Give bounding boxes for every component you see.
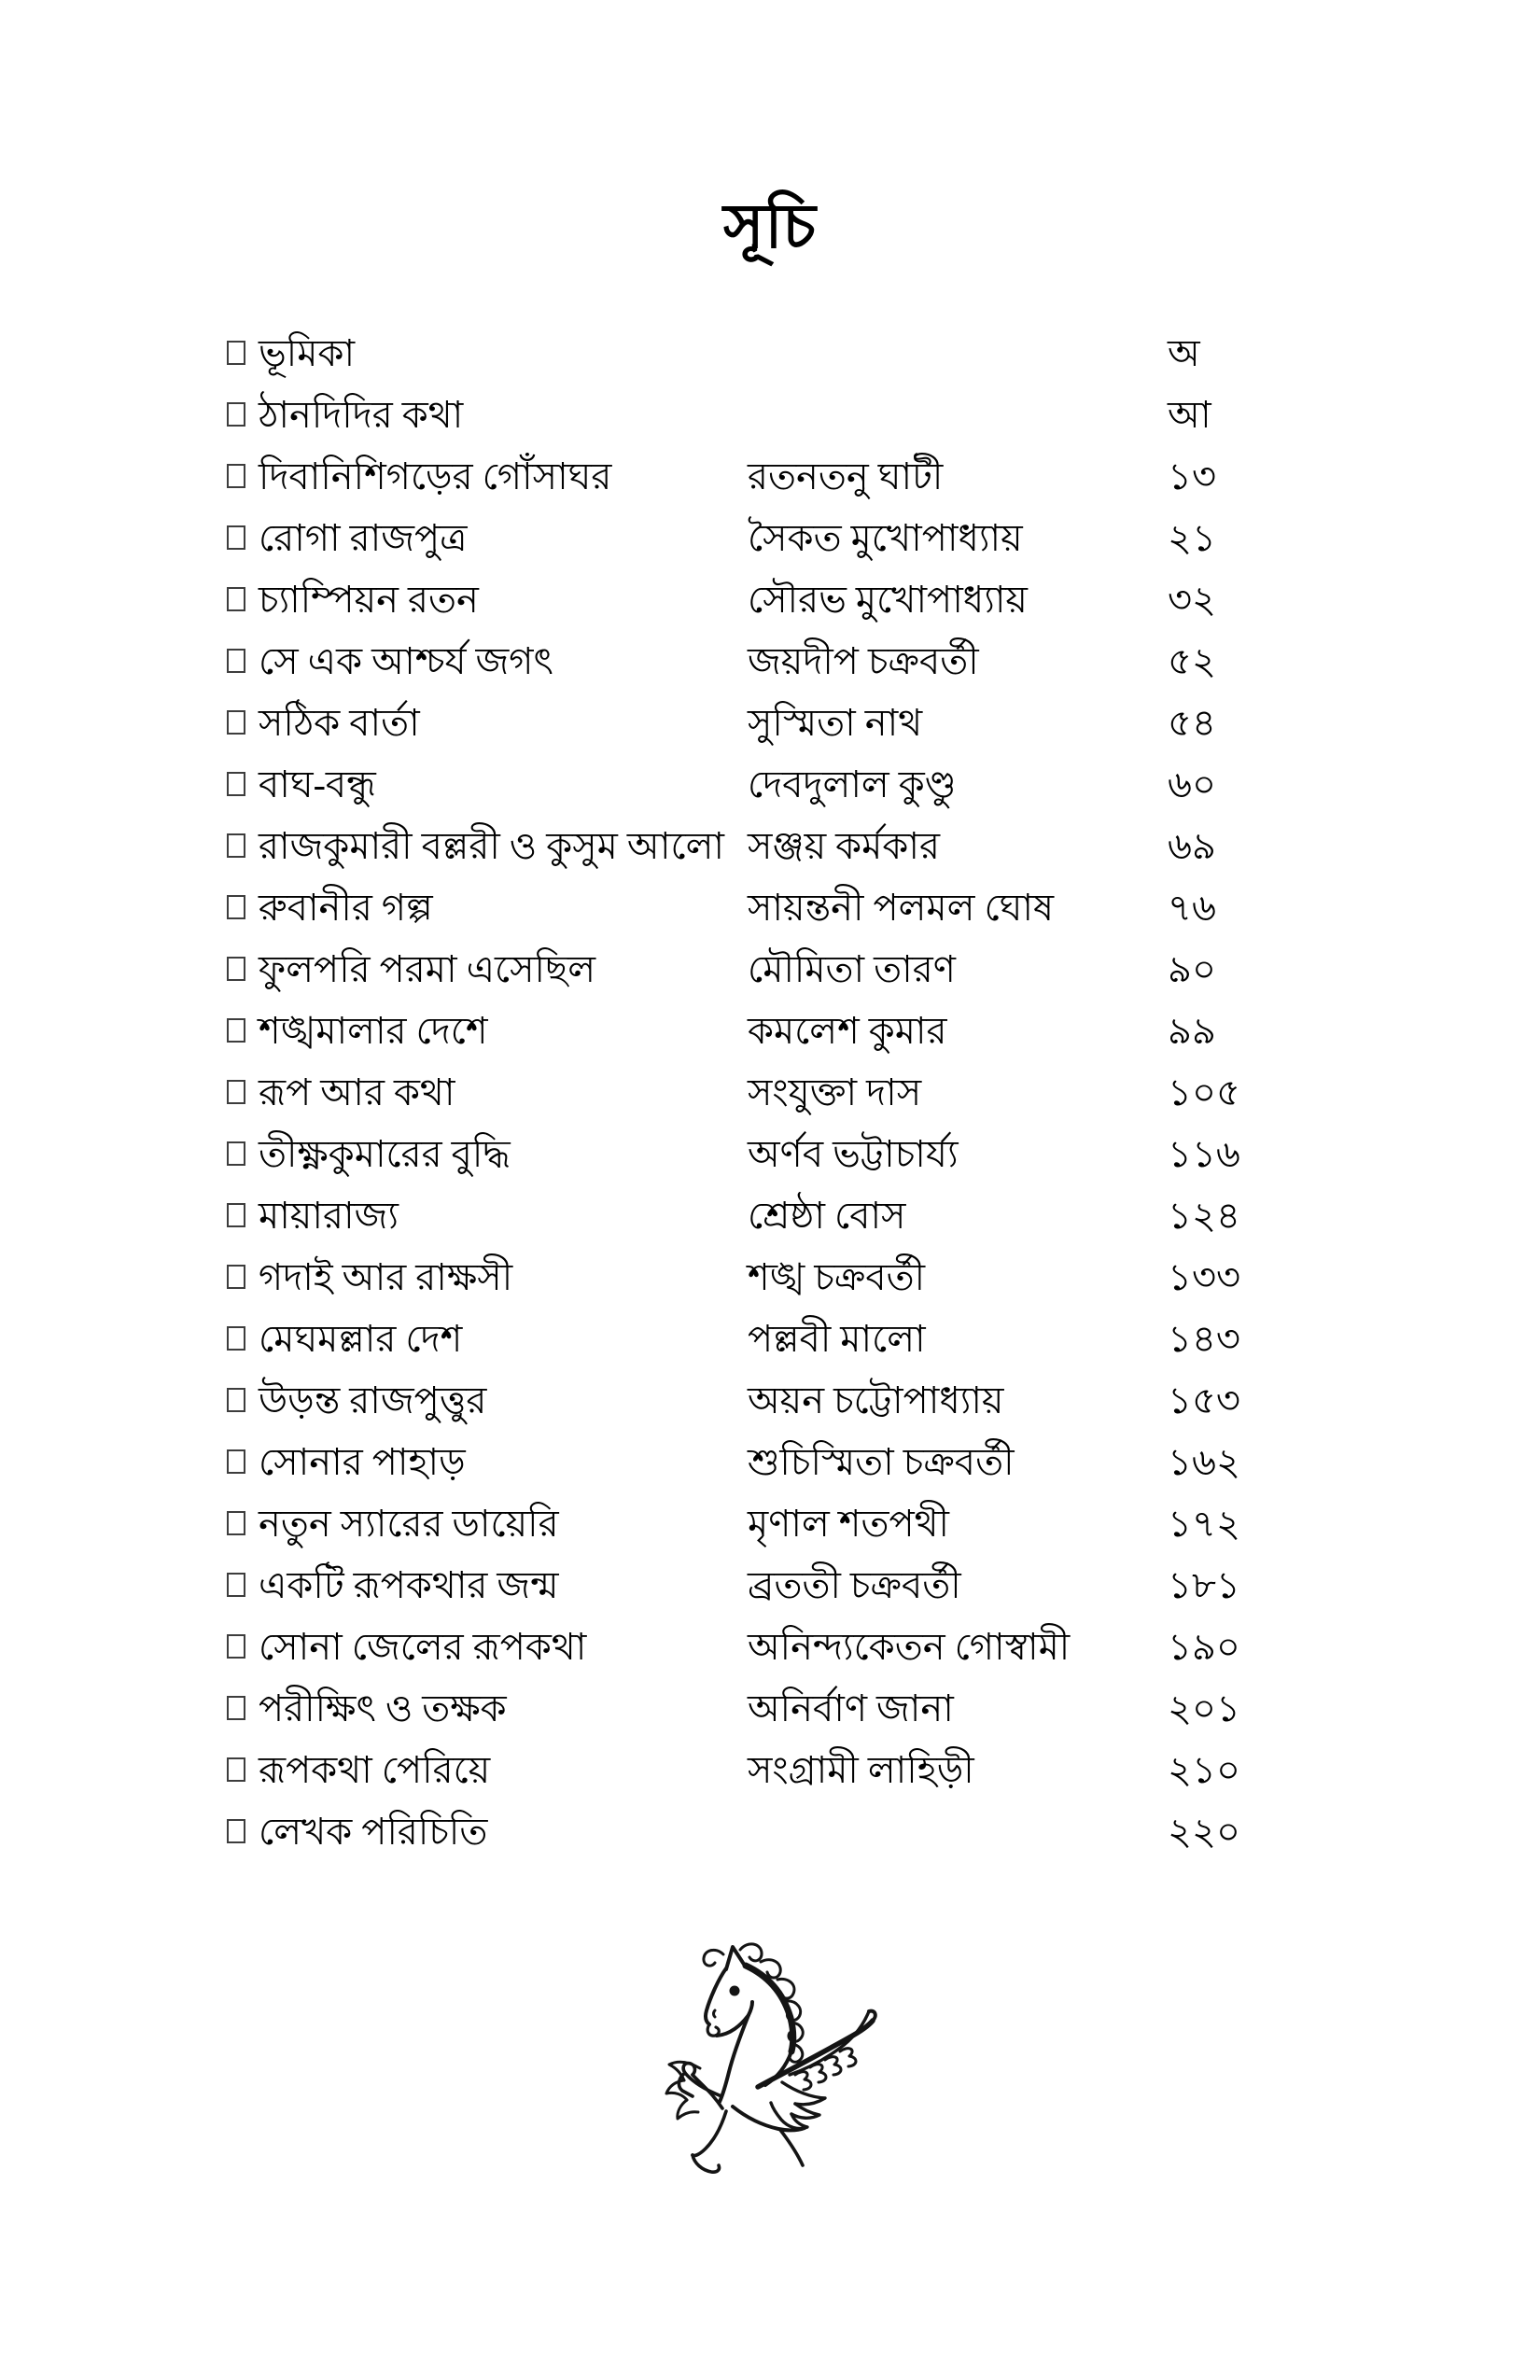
square-bullet-icon	[227, 1634, 245, 1659]
toc-entry-page: ৬৯	[1168, 825, 1216, 867]
toc-entry-page: ৬০	[1168, 763, 1217, 805]
toc-entry-title: একটি রূপকথার জন্ম	[259, 1564, 559, 1606]
toc-entry-page: ২০১	[1168, 1687, 1240, 1729]
toc-entry-title: মেঘমল্লার দেশ	[259, 1318, 463, 1360]
toc-entry-page: ৯০	[1168, 948, 1216, 990]
toc-entry-title: দিবানিশিগড়ের গোঁসাঘর	[259, 455, 612, 497]
square-bullet-icon	[227, 1449, 245, 1474]
square-bullet-icon	[227, 649, 245, 673]
toc-entry-author: অয়ন চট্টোপাধ্যায়	[748, 1379, 1004, 1421]
toc-entry-title: রূপ আর কথা	[259, 1071, 455, 1113]
toc-entry-author: সুস্মিতা নাথ	[748, 702, 923, 744]
toc-row	[227, 1499, 1263, 1561]
toc-entry-author: কমলেশ কুমার	[748, 1010, 947, 1052]
toc-row	[227, 1684, 1263, 1745]
square-bullet-icon	[227, 772, 245, 796]
square-bullet-icon	[227, 1573, 245, 1597]
square-bullet-icon	[227, 525, 245, 550]
publisher-pegasus-logo	[642, 1911, 922, 2188]
page-title: সূচি	[722, 193, 818, 261]
toc-entry-page: ৫২	[1168, 640, 1216, 682]
toc-entry-page: ১১৬	[1168, 1133, 1240, 1175]
toc-entry-author: সঞ্জয় কর্মকার	[748, 825, 940, 867]
toc-entry-author: পল্লবী মালো	[748, 1318, 926, 1360]
square-bullet-icon	[227, 1696, 245, 1720]
toc-entry-page: ১৯০	[1168, 1626, 1240, 1668]
toc-row	[227, 513, 1263, 575]
toc-row	[227, 1376, 1263, 1437]
square-bullet-icon	[227, 402, 245, 427]
toc-entry-page: ৫৪	[1168, 702, 1216, 744]
toc-entry-title: পরীক্ষিৎ ও তক্ষক	[259, 1687, 507, 1729]
square-bullet-icon	[227, 957, 245, 981]
toc-entry-title: মায়ারাজ্য	[259, 1195, 399, 1237]
toc-entry-author: সৌরভ মুখোপাধ্যায়	[748, 579, 1028, 621]
toc-entry-author: সৈকত মুখোপাধ্যায়	[748, 517, 1023, 559]
toc-entry-page: ৯৯	[1168, 1010, 1216, 1052]
square-bullet-icon	[227, 895, 245, 919]
toc-row	[227, 1129, 1263, 1191]
toc-entry-author: অনিন্দ্যকেতন গোস্বামী	[748, 1626, 1071, 1668]
toc-entry-author: রতনতনু ঘাটী	[748, 455, 944, 497]
toc-row	[227, 390, 1263, 452]
toc-entry-page: ১৩	[1168, 455, 1216, 497]
toc-entry-page: ২১০	[1168, 1749, 1240, 1791]
toc-entry-title: রুবানীর গল্প	[259, 887, 433, 929]
toc-row	[227, 760, 1263, 821]
toc-entry-author: ব্রততী চক্রবর্তী	[748, 1564, 961, 1606]
toc-entry-title: গদাই আর রাক্ষসী	[259, 1256, 513, 1298]
toc-row	[227, 821, 1263, 883]
toc-row	[227, 1561, 1263, 1622]
square-bullet-icon	[227, 1757, 245, 1782]
toc-entry-page: ২২০	[1168, 1811, 1241, 1853]
toc-entry-title: সোনার পাহাড়	[259, 1441, 466, 1483]
toc-entry-author: মৃণাল শতপথী	[748, 1503, 949, 1545]
toc-row	[227, 1253, 1263, 1314]
square-bullet-icon	[227, 833, 245, 858]
toc-entry-page: ১৫৩	[1168, 1379, 1240, 1421]
toc-entry-page: ১৮১	[1168, 1564, 1240, 1606]
toc-row	[227, 575, 1263, 637]
toc-row	[227, 452, 1263, 513]
toc-entry-title: উড়ন্ত রাজপুত্তুর	[259, 1379, 487, 1421]
toc-row	[227, 1314, 1263, 1376]
toc-entry-author: অর্ণব ভট্টাচার্য্য	[748, 1133, 959, 1175]
toc-entry-page: ৭৬	[1168, 887, 1217, 929]
square-bullet-icon	[227, 587, 245, 611]
toc-entry-author: সংগ্রামী লাহিড়ী	[748, 1749, 974, 1791]
toc-entry-title: রোগা রাজপুত্র	[259, 517, 468, 559]
toc-row	[227, 698, 1263, 760]
toc-entry-page: ১২৪	[1168, 1195, 1240, 1237]
toc-entry-author: মৌমিতা তারণ	[748, 948, 956, 990]
toc-row	[227, 1437, 1263, 1499]
square-bullet-icon	[227, 1326, 245, 1351]
square-bullet-icon	[227, 1388, 245, 1412]
toc-entry-title: ঠানদিদির কথা	[259, 394, 464, 436]
toc-entry-title: ভূমিকা	[259, 332, 356, 374]
toc-entry-title: সে এক আশ্চর্য জগৎ	[259, 640, 553, 682]
square-bullet-icon	[227, 1141, 245, 1166]
square-bullet-icon	[227, 341, 245, 365]
toc-row	[227, 1745, 1263, 1807]
toc-entry-author: শুচিস্মিতা চক্রবর্তী	[748, 1441, 1015, 1483]
toc-entry-page: ১৪৩	[1168, 1318, 1240, 1360]
toc-entry-title: সোনা জেলের রূপকথা	[259, 1626, 587, 1668]
toc-row	[227, 1191, 1263, 1253]
toc-entry-title: চ্যাম্পিয়ন রতন	[259, 579, 479, 621]
square-bullet-icon	[227, 1819, 245, 1843]
pegasus-winged-horse-icon	[642, 1911, 922, 2188]
toc-row	[227, 1068, 1263, 1129]
toc-entry-author: জয়দীপ চক্রবর্তী	[748, 640, 979, 682]
square-bullet-icon	[227, 464, 245, 488]
toc-row	[227, 1006, 1263, 1068]
toc-entry-title: ফুলপরি পরমা এসেছিল	[259, 948, 596, 990]
toc-entry-title: লেখক পরিচিতি	[259, 1811, 488, 1853]
toc-entry-title: নতুন স্যারের ডায়েরি	[259, 1503, 559, 1545]
toc-row	[227, 1622, 1263, 1684]
toc-entry-page: ১৭২	[1168, 1503, 1240, 1545]
toc-entry-author: শ্রেষ্ঠা বোস	[748, 1195, 906, 1237]
square-bullet-icon	[227, 1080, 245, 1104]
toc-row	[227, 329, 1263, 390]
toc-entry-page: ৩২	[1168, 579, 1217, 621]
toc-entry-author: সংযুক্তা দাস	[748, 1071, 922, 1113]
toc-entry-author: শঙ্খ চক্রবর্তী	[748, 1256, 926, 1298]
toc-entry-page: ১৬২	[1168, 1441, 1240, 1483]
toc-entry-author: দেবদুলাল কুণ্ডু	[748, 763, 957, 805]
toc-entry-title: সঠিক বার্তা	[259, 702, 420, 744]
toc-row	[227, 945, 1263, 1006]
toc-entry-page: অ	[1168, 332, 1200, 374]
toc-entry-page: আ	[1168, 394, 1211, 436]
toc-entry-author: অনির্বাণ জানা	[748, 1687, 954, 1729]
toc-entry-page: ১০৫	[1168, 1071, 1240, 1113]
toc-list	[227, 329, 1263, 1869]
toc-entry-title: শঙ্খমালার দেশে	[259, 1010, 488, 1052]
square-bullet-icon	[227, 1018, 245, 1043]
toc-row	[227, 1807, 1263, 1869]
square-bullet-icon	[227, 1511, 245, 1535]
square-bullet-icon	[227, 1265, 245, 1289]
toc-entry-page: ১৩৩	[1168, 1256, 1240, 1298]
toc-entry-page: ২১	[1168, 517, 1216, 559]
square-bullet-icon	[227, 1203, 245, 1227]
toc-row	[227, 637, 1263, 698]
toc-entry-title: তীক্ষ্ণকুমারের বুদ্ধি	[259, 1133, 511, 1175]
toc-entry-title: রূপকথা পেরিয়ে	[259, 1749, 491, 1791]
toc-entry-author: সায়ন্তনী পলমল ঘোষ	[748, 887, 1055, 929]
square-bullet-icon	[227, 710, 245, 735]
toc-entry-title: বাঘ-বন্ধু	[259, 763, 376, 805]
toc-row	[227, 883, 1263, 945]
toc-entry-title: রাজকুমারী বল্লরী ও কুসুম আলো	[259, 825, 724, 867]
